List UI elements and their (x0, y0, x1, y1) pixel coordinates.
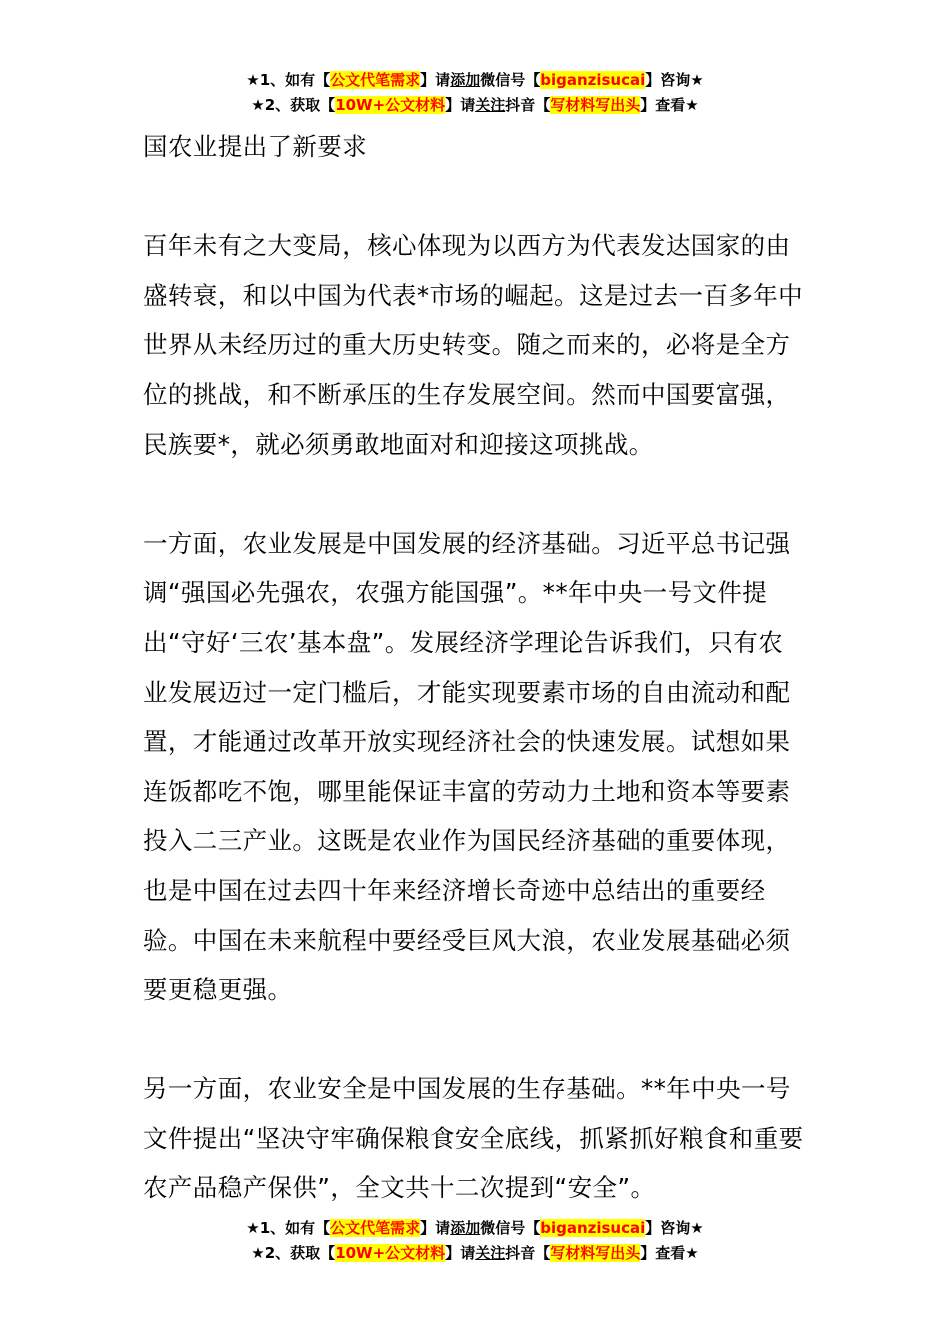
promo-line-1-highlight-wechat: biganzisucai (540, 71, 646, 89)
promo-line-2-mid2: 抖音【 (505, 96, 551, 114)
promo-line-1-highlight-wechat: biganzisucai (540, 1219, 646, 1237)
paragraph-gap (143, 469, 808, 519)
promo-line-2-mid: 】请 (445, 1244, 476, 1262)
promo-line-2-highlight-materials: 10W+公文材料 (335, 1244, 446, 1262)
promo-line-2-highlight-douyin: 写材料写出头 (550, 1244, 641, 1262)
promo-banner-top (0, 68, 950, 118)
promo-line-1-mid2: 微信号【 (480, 1219, 541, 1237)
promo-line-2 (0, 93, 950, 118)
promo-line-2-suffix: 】查看★ (640, 1244, 699, 1262)
promo-line-1-highlight-service: 公文代笔需求 (330, 71, 421, 89)
promo-line-2-prefix: ★2、获取【 (251, 96, 336, 114)
paragraph-survival-foundation: 另一方面，农业安全是中国发展的生存基础。**年中央一号文件提出“坚决守牢确保粮食安全底线，抓紧抓好粮食和重要农产品稳产保供”，全文共十二次提到“安全”。 (143, 1074, 804, 1203)
promo-line-1 (0, 1216, 950, 1241)
promo-line-2-highlight-materials: 10W+公文材料 (335, 96, 446, 114)
promo-line-2-underline: 关注 (475, 1244, 506, 1262)
promo-line-2 (0, 1241, 950, 1266)
promo-line-1-underline: 添加 (450, 71, 481, 89)
promo-line-2-underline: 关注 (475, 96, 506, 114)
promo-line-1-highlight-service: 公文代笔需求 (330, 1219, 421, 1237)
paragraph-economic-foundation: 一方面，农业发展是中国发展的经济基础。习近平总书记强调“强国必先强农，农强方能国强”。**年中央一号文件提出“守好‘三农’基本盘”。发展经济学理论告诉我们，只有农业发展迈过一定门槛后，才能实现要素市场的自由流动和配置，才能通过改革开放实现经济社会的快速发展。试想如果连饭都吃不饱，哪里能保证丰富的劳动力土地和资本等要素投入二三产业。这既是农业作为国民经济基础的重要体现，也是中国在过去四十年来经济增长奇迹中总结出的重要经验。中国在未来航程中要经受巨风大浪，农业发展基础必须要更稳更强。 (143, 528, 791, 1005)
promo-line-1-mid: 】请 (420, 71, 451, 89)
paragraph-great-change: 百年未有之大变局，核心体现为以西方为代表发达国家的由盛转衰，和以中国为代表*市场的崛起。这是过去一百多年中世界从未经历过的重大历史转变。随之而来的，必将是全方位的挑战，和不断承压的生存发展空间。然而中国要富强，民族要*，就必须勇敢地面对和迎接这项挑战。 (143, 231, 804, 459)
paragraph-gap (143, 172, 808, 222)
promo-line-2-highlight-douyin: 写材料写出头 (550, 96, 641, 114)
promo-line-1-mid: 】请 (420, 1219, 451, 1237)
promo-line-1-mid2: 微信号【 (480, 71, 541, 89)
promo-line-1-prefix: ★1、如有【 (246, 71, 331, 89)
promo-line-2-mid2: 抖音【 (505, 1244, 551, 1262)
promo-banner-bottom (0, 1216, 950, 1266)
promo-line-2-mid: 】请 (445, 96, 476, 114)
promo-line-1-suffix: 】咨询★ (645, 71, 704, 89)
promo-line-1-suffix: 】咨询★ (645, 1219, 704, 1237)
promo-line-1-prefix: ★1、如有【 (246, 1219, 331, 1237)
document-body (143, 122, 808, 1213)
promo-line-1 (0, 68, 950, 93)
promo-line-2-prefix: ★2、获取【 (251, 1244, 336, 1262)
paragraph-gap (143, 1015, 808, 1065)
promo-line-1-underline: 添加 (450, 1219, 481, 1237)
promo-line-2-suffix: 】查看★ (640, 96, 699, 114)
heading-fragment: 国农业提出了新要求 (143, 132, 368, 161)
